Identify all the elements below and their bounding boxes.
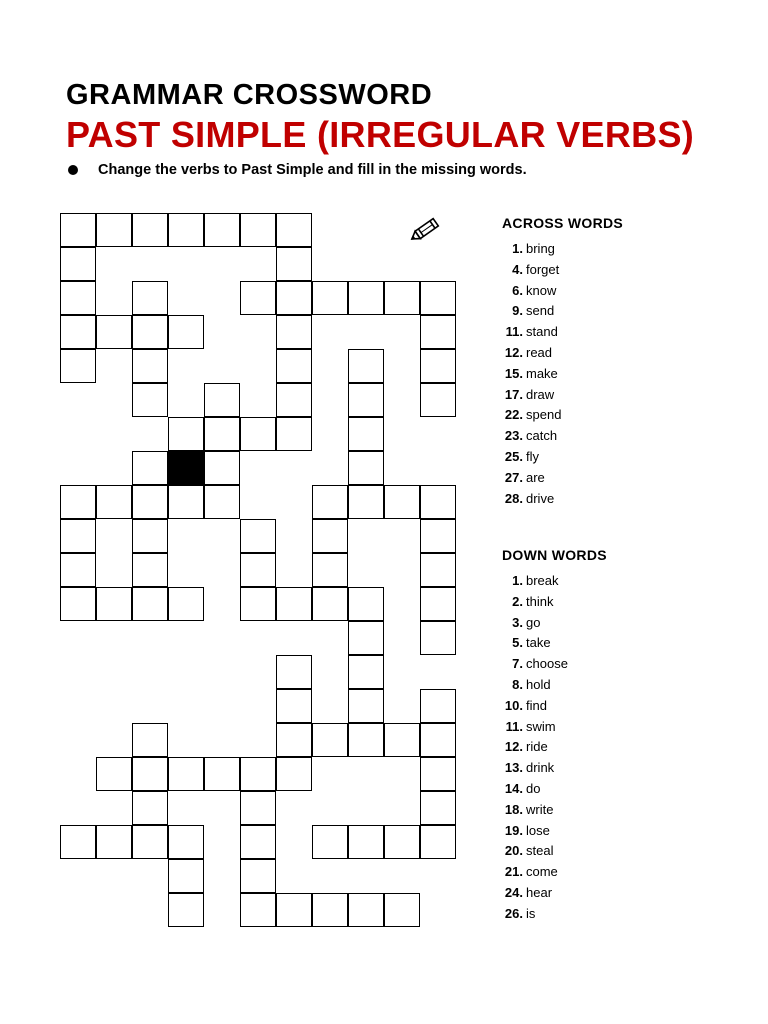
down-clue-item bbox=[502, 613, 607, 634]
grid-cell[interactable] bbox=[312, 519, 348, 553]
clue-verb: do bbox=[526, 780, 541, 796]
clue-number: 20. bbox=[504, 843, 523, 859]
down-clue-item bbox=[502, 592, 607, 613]
clue-number: 7. bbox=[512, 656, 523, 672]
grid-cell[interactable] bbox=[60, 587, 96, 621]
grid-cell[interactable] bbox=[168, 417, 204, 451]
grid-cell[interactable] bbox=[420, 519, 456, 553]
grid-cell[interactable] bbox=[312, 893, 348, 927]
clue-number: 13. bbox=[504, 760, 523, 776]
across-clue-item bbox=[502, 322, 623, 343]
grid-cell[interactable] bbox=[60, 247, 96, 281]
across-clue-item bbox=[502, 426, 623, 447]
grid-cell[interactable] bbox=[240, 825, 276, 859]
clue-verb: take bbox=[526, 635, 551, 651]
clue-number: 17. bbox=[504, 386, 523, 402]
worksheet-title: GRAMMAR CROSSWORD bbox=[66, 79, 433, 111]
clue-verb: catch bbox=[526, 428, 558, 444]
instruction-text: Change the verbs to Past Simple and fill in the missing words. bbox=[98, 162, 527, 178]
grid-cell[interactable] bbox=[96, 825, 132, 859]
grid-cell[interactable] bbox=[132, 451, 168, 485]
clue-number: 5. bbox=[512, 635, 523, 651]
across-clues bbox=[502, 214, 623, 509]
grid-cell[interactable] bbox=[420, 315, 456, 349]
clue-number: 2. bbox=[512, 593, 523, 609]
down-clue-item bbox=[502, 800, 607, 821]
grid-cell[interactable] bbox=[312, 587, 348, 621]
grid-cell[interactable] bbox=[132, 757, 168, 791]
grid-cell[interactable] bbox=[276, 417, 312, 451]
grid-cell[interactable] bbox=[276, 315, 312, 349]
clue-number: 11. bbox=[505, 718, 523, 734]
clue-verb: bring bbox=[526, 241, 555, 256]
clue-verb: make bbox=[526, 365, 558, 381]
grid-cell[interactable] bbox=[96, 213, 132, 247]
down-heading: DOWN WORDS bbox=[502, 547, 607, 563]
down-clue-item bbox=[502, 862, 607, 883]
grid-cell[interactable] bbox=[276, 655, 312, 689]
grid-cell[interactable] bbox=[132, 485, 168, 519]
clue-verb: write bbox=[526, 801, 554, 817]
grid-cell[interactable] bbox=[60, 519, 96, 553]
grid-cell[interactable] bbox=[276, 383, 312, 417]
across-clue-item bbox=[502, 281, 623, 302]
down-clue-item bbox=[502, 675, 607, 696]
across-list bbox=[502, 239, 623, 509]
clue-verb: hold bbox=[526, 676, 551, 692]
across-clue-item bbox=[502, 385, 623, 406]
clue-number: 21. bbox=[504, 864, 523, 880]
down-clue-item bbox=[502, 883, 607, 904]
pencil-icon bbox=[408, 212, 446, 246]
grid-cell[interactable] bbox=[348, 485, 384, 519]
across-heading: ACROSS WORDS bbox=[502, 215, 624, 231]
grid-cell[interactable] bbox=[132, 519, 168, 553]
across-clue-item bbox=[502, 301, 623, 322]
grid-cell[interactable] bbox=[240, 417, 276, 451]
clue-number: 24. bbox=[504, 884, 523, 900]
clue-number: 9. bbox=[512, 303, 523, 319]
across-clue-item bbox=[502, 405, 623, 426]
grid-cell[interactable] bbox=[420, 791, 456, 825]
grid-cell[interactable] bbox=[420, 553, 456, 587]
grid-cell[interactable] bbox=[276, 587, 312, 621]
grid-cell[interactable] bbox=[420, 587, 456, 621]
clue-verb: hear bbox=[526, 884, 553, 900]
clue-number: 4. bbox=[512, 261, 523, 277]
clue-number: 26. bbox=[504, 905, 523, 921]
across-clue-item bbox=[502, 239, 623, 260]
grid-cell[interactable] bbox=[60, 825, 96, 859]
clue-verb: send bbox=[526, 303, 555, 319]
clue-verb: know bbox=[526, 282, 557, 298]
grid-cell[interactable] bbox=[420, 485, 456, 519]
grid-cell[interactable] bbox=[132, 349, 168, 383]
across-clue-item bbox=[502, 468, 623, 489]
grid-cell[interactable] bbox=[240, 519, 276, 553]
grid-cell[interactable] bbox=[348, 723, 384, 757]
grid-cell[interactable] bbox=[168, 485, 204, 519]
grid-cell[interactable] bbox=[240, 893, 276, 927]
grid-cell[interactable] bbox=[384, 893, 420, 927]
grid-cell[interactable] bbox=[132, 213, 168, 247]
grid-cell[interactable] bbox=[348, 689, 384, 723]
clue-verb: think bbox=[526, 593, 554, 609]
grid-cell[interactable] bbox=[312, 825, 348, 859]
clue-number: 18. bbox=[504, 801, 523, 817]
grid-cell[interactable] bbox=[240, 213, 276, 247]
grid-cell[interactable] bbox=[276, 349, 312, 383]
grid-cell[interactable] bbox=[420, 281, 456, 315]
grid-cell[interactable] bbox=[132, 553, 168, 587]
grid-cell[interactable] bbox=[384, 485, 420, 519]
clue-number: 10. bbox=[504, 697, 523, 713]
blocked-cell bbox=[168, 451, 204, 485]
grid-cell[interactable] bbox=[312, 281, 348, 315]
down-clue-item bbox=[502, 633, 607, 654]
down-clue-item bbox=[502, 904, 607, 925]
clue-number: 25. bbox=[504, 448, 523, 464]
clue-number: 19. bbox=[504, 822, 523, 838]
clue-number: 11. bbox=[505, 324, 523, 340]
grid-cell[interactable] bbox=[348, 383, 384, 417]
grid-cell[interactable] bbox=[348, 655, 384, 689]
clue-verb: find bbox=[526, 697, 547, 713]
clue-verb: lose bbox=[526, 822, 550, 838]
down-list bbox=[502, 571, 607, 925]
grid-cell[interactable] bbox=[168, 825, 204, 859]
grid-cell[interactable] bbox=[168, 213, 204, 247]
grid-cell[interactable] bbox=[348, 621, 384, 655]
grid-cell[interactable] bbox=[276, 213, 312, 247]
grid-cell[interactable] bbox=[60, 349, 96, 383]
grid-cell[interactable] bbox=[240, 281, 276, 315]
grid-cell[interactable] bbox=[348, 587, 384, 621]
clue-verb: swim bbox=[526, 718, 556, 734]
clue-number: 12. bbox=[504, 739, 523, 755]
grid-cell[interactable] bbox=[132, 281, 168, 315]
grid-cell[interactable] bbox=[420, 689, 456, 723]
clue-number: 8. bbox=[512, 676, 523, 692]
grid-cell[interactable] bbox=[384, 281, 420, 315]
down-clue-item bbox=[502, 696, 607, 717]
grid-cell[interactable] bbox=[168, 757, 204, 791]
grid-cell[interactable] bbox=[348, 825, 384, 859]
clue-number: 22. bbox=[504, 407, 523, 423]
grid-cell[interactable] bbox=[240, 587, 276, 621]
grid-cell[interactable] bbox=[348, 417, 384, 451]
grid-cell[interactable] bbox=[420, 349, 456, 383]
down-clue-item bbox=[502, 758, 607, 779]
grid-cell[interactable] bbox=[240, 791, 276, 825]
clue-number: 28. bbox=[504, 490, 523, 506]
grid-cell[interactable] bbox=[60, 485, 96, 519]
down-clue-item bbox=[502, 779, 607, 800]
grid-cell[interactable] bbox=[240, 859, 276, 893]
grid-cell[interactable] bbox=[60, 281, 96, 315]
clue-number: 14. bbox=[504, 780, 523, 796]
across-clue-item bbox=[502, 447, 623, 468]
down-clue-item bbox=[502, 654, 607, 675]
clue-number: 27. bbox=[504, 469, 523, 485]
clue-number: 6. bbox=[512, 282, 523, 298]
grid-cell[interactable] bbox=[204, 485, 240, 519]
clue-number: 1. bbox=[512, 573, 523, 588]
down-clue-item bbox=[502, 821, 607, 842]
grid-cell[interactable] bbox=[132, 825, 168, 859]
clue-verb: choose bbox=[526, 656, 568, 672]
clue-verb: draw bbox=[526, 386, 555, 402]
grid-cell[interactable] bbox=[420, 621, 456, 655]
grid-cell[interactable] bbox=[348, 893, 384, 927]
grid-cell[interactable] bbox=[96, 485, 132, 519]
clue-verb: steal bbox=[526, 843, 554, 859]
grid-cell[interactable] bbox=[240, 553, 276, 587]
grid-cell[interactable] bbox=[276, 757, 312, 791]
grid-cell[interactable] bbox=[384, 825, 420, 859]
grid-cell[interactable] bbox=[312, 485, 348, 519]
clue-verb: is bbox=[526, 905, 536, 921]
across-clue-item bbox=[502, 489, 623, 510]
clue-number: 3. bbox=[512, 614, 523, 630]
grid-cell[interactable] bbox=[168, 315, 204, 349]
down-clue-item bbox=[502, 571, 607, 592]
grid-cell[interactable] bbox=[132, 383, 168, 417]
grid-cell[interactable] bbox=[312, 553, 348, 587]
clue-number: 1. bbox=[512, 241, 523, 256]
grid-cell[interactable] bbox=[420, 723, 456, 757]
grid-cell[interactable] bbox=[96, 587, 132, 621]
grid-cell[interactable] bbox=[384, 723, 420, 757]
clue-number: 23. bbox=[504, 428, 523, 444]
clue-verb: break bbox=[526, 573, 559, 588]
down-clue-item bbox=[502, 717, 607, 738]
grid-cell[interactable] bbox=[276, 281, 312, 315]
grid-cell[interactable] bbox=[60, 315, 96, 349]
clue-verb: come bbox=[526, 864, 558, 880]
grid-cell[interactable] bbox=[132, 587, 168, 621]
grid-cell[interactable] bbox=[168, 893, 204, 927]
down-clue-item bbox=[502, 841, 607, 862]
worksheet-subtitle: PAST SIMPLE (IRREGULAR VERBS) bbox=[66, 114, 695, 155]
grid-cell[interactable] bbox=[96, 315, 132, 349]
grid-cell[interactable] bbox=[276, 893, 312, 927]
clue-verb: fly bbox=[526, 448, 539, 464]
clue-verb: spend bbox=[526, 407, 562, 423]
grid-cell[interactable] bbox=[420, 383, 456, 417]
clue-verb: ride bbox=[526, 739, 548, 755]
across-clue-item bbox=[502, 343, 623, 364]
grid-cell[interactable] bbox=[132, 791, 168, 825]
grid-cell[interactable] bbox=[96, 757, 132, 791]
grid-cell[interactable] bbox=[168, 587, 204, 621]
grid-cell[interactable] bbox=[60, 553, 96, 587]
grid-cell[interactable] bbox=[204, 383, 240, 417]
grid-cell[interactable] bbox=[276, 247, 312, 281]
grid-cell[interactable] bbox=[132, 315, 168, 349]
across-clue-item bbox=[502, 260, 623, 281]
down-clue-item bbox=[502, 737, 607, 758]
grid-cell[interactable] bbox=[420, 757, 456, 791]
clue-verb: drink bbox=[526, 760, 555, 776]
grid-cell[interactable] bbox=[276, 723, 312, 757]
clue-verb: are bbox=[526, 469, 545, 485]
down-clues bbox=[502, 546, 607, 925]
grid-cell[interactable] bbox=[276, 689, 312, 723]
clue-verb: read bbox=[526, 344, 553, 360]
grid-cell[interactable] bbox=[204, 451, 240, 485]
across-clue-item bbox=[502, 364, 623, 385]
clue-number: 15. bbox=[504, 365, 523, 381]
grid-cell[interactable] bbox=[420, 825, 456, 859]
grid-cell[interactable] bbox=[60, 213, 96, 247]
grid-cell[interactable] bbox=[132, 723, 168, 757]
grid-cell[interactable] bbox=[348, 281, 384, 315]
grid-cell[interactable] bbox=[168, 859, 204, 893]
grid-cell[interactable] bbox=[204, 757, 240, 791]
clue-verb: stand bbox=[526, 324, 558, 340]
grid-cell[interactable] bbox=[204, 417, 240, 451]
grid-cell[interactable] bbox=[312, 723, 348, 757]
clue-verb: forget bbox=[526, 261, 560, 277]
grid-cell[interactable] bbox=[204, 213, 240, 247]
clue-verb: go bbox=[526, 614, 541, 630]
clue-number: 12. bbox=[504, 344, 523, 360]
grid-cell[interactable] bbox=[240, 757, 276, 791]
grid-cell[interactable] bbox=[348, 349, 384, 383]
clue-verb: drive bbox=[526, 490, 555, 506]
grid-cell[interactable] bbox=[348, 451, 384, 485]
